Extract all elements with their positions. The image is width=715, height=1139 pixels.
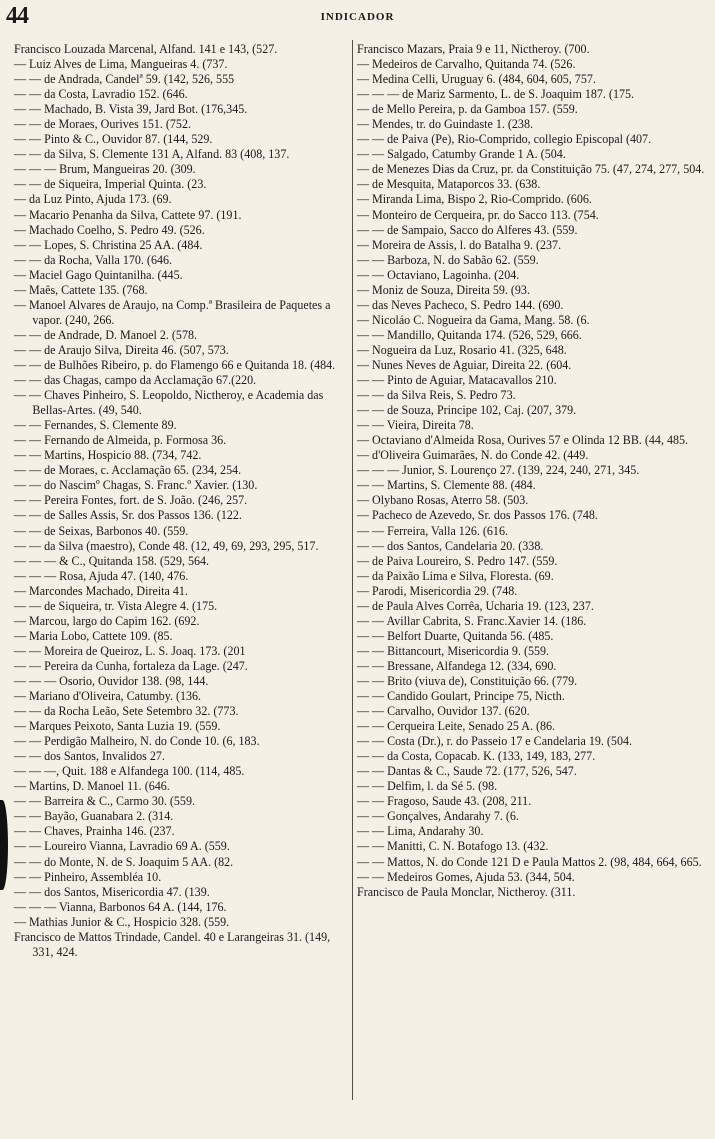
directory-entry: — — Ferreira, Valla 126. (616. [357,522,508,538]
directory-entry: — Nunes Neves de Aguiar, Direita 22. (604. [357,356,572,372]
directory-entry: Francisco de Paula Monclar, Nictheroy. (311. [357,883,576,899]
directory-entry: — — Moreira de Queiroz, L. S. Joaq. 173. (201 [14,642,246,658]
running-head: INDICADOR [320,11,395,23]
directory-entry: Francisco Louzada Marcenal, Alfand. 141 e 143, (527. [14,41,278,56]
directory-entry: — — Bayão, Guanabara 2. (314. [14,808,174,824]
directory-entry: — de Mesquita, Mataporcos 33. (638. [357,176,541,192]
directory-entry: — Macario Penanha da Silva, Cattete 97. (191. [14,206,242,222]
directory-entry: — de Menezes Dias da Cruz, pr. da Constituição 75. (47, 274, 277, 504. [357,161,705,177]
directory-entry: — Miranda Lima, Bispo 2, Rio-Comprido. (606. [357,191,592,207]
directory-entry: — — da Silva (maestro), Conde 48. (12, 49, 69, 293, 295, 517. [14,537,319,553]
directory-entry: — da Luz Pinto, Ajuda 173. (69. [14,191,172,207]
directory-entry: — — Loureiro Vianna, Lavradio 69 A. (559. [14,838,230,854]
directory-entry: — — dos Santos, Invalidos 27. [14,748,165,764]
directory-entry: — — Brito (viuva de), Constituição 66. (779. [357,672,578,688]
directory-entry: — — —, Quit. 188 e Alfandega 100. (114, 485. [14,763,245,779]
directory-entry: — Olybano Rosas, Aterro 58. (503. [357,492,529,508]
directory-entry: — — da Silva, S. Clemente 131 A, Alfand. 83 (408, 137. [14,146,290,162]
directory-entry: — — Fernandes, S. Clemente 89. [14,417,177,433]
directory-entry: — — da Rocha Leão, Sete Setembro 32. (773. [14,703,239,719]
directory-entry: — — Bittancourt, Misericordia 9. (559. [357,642,550,658]
directory-entry: — — Chaves, Prainha 146. (237. [14,823,175,839]
directory-entry: — Nogueira da Luz, Rosario 41. (325, 648. [357,341,567,357]
directory-entry: — Marcondes Machado, Direita 41. [14,582,188,598]
directory-entry: — — das Chagas, campo da Acclamação 67.(220. [14,372,257,388]
page-header [0,0,715,36]
directory-entry: — Moreira de Assis, l. do Batalha 9. (237. [357,236,562,252]
directory-entry: — — de Bulhões Ribeiro, p. do Flamengo 66 e Quitanda 18. (484. [14,356,336,372]
directory-entry: — — de Salles Assis, Sr. dos Passos 136. (122. [14,507,242,523]
directory-entry: — — — Rosa, Ajuda 47. (140, 476. [14,567,189,583]
directory-entry: — Manoel Alvares de Araujo, na Comp.ª Brasileira de Paquetes a vapor. (240, 266. [14,296,331,327]
directory-entry: — — da Rocha, Valla 170. (646. [14,251,173,267]
directory-entry: — Martins, D. Manoel 11. (646. [14,778,170,794]
directory-entry: — — Gonçalves, Andarahy 7. (6. [357,808,519,824]
directory-entry: — — Bressane, Alfandega 12. (334, 690. [357,657,557,673]
directory-entry: — — Barboza, N. do Sabão 62. (559. [357,251,539,267]
directory-entry: — Machado Coelho, S. Pedro 49. (526. [14,221,205,237]
binding-shadow [0,800,8,890]
page-number: 44 [6,3,28,29]
column-divider [352,40,353,1100]
directory-entry: — Marques Peixoto, Santa Luzia 19. (559. [14,718,221,734]
directory-entry: — — da Costa, Lavradio 152. (646. [14,86,188,102]
directory-entry: — — da Costa, Copacab. K. (133, 149, 183, 277. [357,748,596,764]
directory-entry: — — Carvalho, Ouvidor 137. (620. [357,703,530,719]
directory-entry: — — de Andrada, Candelª 59. (142, 526, 555 [14,71,235,87]
directory-entry: — — Belfort Duarte, Quitanda 56. (485. [357,627,554,643]
directory-entry: — — Pereira da Cunha, fortaleza da Lage. (247. [14,657,248,673]
directory-entry: — — — Junior, S. Lourenço 27. (139, 224, 240, 271, 345. [357,462,640,478]
directory-entry: — — Salgado, Catumby Grande 1 A. (504. [357,146,566,162]
directory-entry: — Moniz de Souza, Direita 59. (93. [357,281,530,297]
directory-entry: — — de Moraes, c. Acclamação 65. (234, 254. [14,462,242,478]
directory-entry: — — de Araujo Silva, Direita 46. (507, 573. [14,341,229,357]
directory-entry: — — dos Santos, Misericordia 47. (139. [14,883,210,899]
directory-entry: — Mathias Junior & C., Hospicio 328. (559. [14,913,230,929]
directory-entry: — Medina Celli, Uruguay 6. (484, 604, 605, 757. [357,71,596,87]
directory-entry: — de Mello Pereira, p. da Gamboa 157. (559. [357,101,578,117]
directory-entry: — — de Siqueira, Imperial Quinta. (23. [14,176,207,192]
directory-entry: — — Medeiros Gomes, Ajuda 53. (344, 504. [357,868,575,884]
directory-entry: — de Paiva Loureiro, S. Pedro 147. (559. [357,552,558,568]
directory-entry: — d'Oliveira Guimarães, N. do Conde 42. (449. [357,447,589,463]
directory-entry: — Maês, Cattete 135. (768. [14,281,148,297]
directory-entry: — — Pinto & C., Ouvidor 87. (144, 529. [14,131,213,147]
directory-entry: — Mariano d'Oliveira, Catumby. (136. [14,688,202,704]
directory-entry: — — Lima, Andarahy 30. [357,823,484,839]
directory-entry: — — Avillar Cabrita, S. Franc.Xavier 14. (186. [357,612,587,628]
directory-entry: — Nicoláo C. Nogueira da Gama, Mang. 58. (6. [357,311,590,327]
directory-entry: — Maciel Gago Quintanilha. (445. [14,266,183,282]
directory-entry: — — do Monte, N. de S. Joaquim 5 AA. (82. [14,853,234,869]
directory-entry: — — de Paiva (Pe), Rio-Comprido, collegio Episcopal (407. [357,131,652,147]
right-column [357,41,709,899]
directory-entry: — — Dantas & C., Saude 72. (177, 526, 547. [357,763,577,779]
directory-entry: — — Candido Goulart, Principe 75, Nicth. [357,688,565,704]
directory-entry: — das Neves Pacheco, S. Pedro 144. (690. [357,296,564,312]
directory-entry: — — — Vianna, Barbonos 64 A. (144, 176. [14,898,227,914]
directory-entry: — — — de Mariz Sarmento, L. de S. Joaquim 187. (175. [357,86,635,102]
directory-entry: — — Pinto de Aguiar, Matacavallos 210. [357,372,557,388]
directory-entry: — — do Nascimº Chagas, S. Franc.º Xavier. (130. [14,477,258,493]
directory-entry: — Pacheco de Azevedo, Sr. dos Passos 176. (748. [357,507,598,523]
directory-entry: — Octaviano d'Almeida Rosa, Ourives 57 e Olinda 12 BB. (44, 485. [357,432,689,448]
directory-entry: — — Octaviano, Lagoinha. (204. [357,266,520,282]
directory-entry: — — — & C., Quitanda 158. (529, 564. [14,552,210,568]
directory-entry: — — Martins, S. Clemente 88. (484. [357,477,536,493]
directory-entry: — — de Andrade, D. Manoel 2. (578. [14,326,198,342]
directory-entry: — — de Souza, Principe 102, Caj. (207, 379. [357,402,577,418]
directory-entry: Francisco de Mattos Trindade, Candel. 40 e Larangeiras 31. (149, 331, 424. [14,928,331,959]
directory-entry: — — Mattos, N. do Conde 121 D e Paula Mattos 2. (98, 484, 664, 665. [357,853,702,869]
directory-entry: — — Vieira, Direita 78. [357,417,474,433]
directory-entry: — — Costa (Dr.), r. do Passeio 17 e Candelaria 19. (504. [357,733,633,749]
directory-entry: — — Delfim, l. da Sé 5. (98. [357,778,498,794]
directory-entry: — — — Osorio, Ouvidor 138. (98, 144. [14,672,209,688]
directory-entry: — Parodi, Misericordia 29. (748. [357,582,518,598]
directory-entry: — — Fernando de Almeida, p. Formosa 36. [14,432,227,448]
directory-entry: — Medeiros de Carvalho, Quitanda 74. (526. [357,56,576,72]
directory-entry: — Luiz Alves de Lima, Mangueiras 4. (737. [14,56,228,72]
directory-entry: — Monteiro de Cerqueira, pr. do Sacco 113. (754. [357,206,599,222]
directory-entry: — Maria Lobo, Cattete 109. (85. [14,627,173,643]
directory-entry: — — Cerqueira Leite, Senado 25 A. (86. [357,718,556,734]
directory-entry: — — — Brum, Mangueiras 20. (309. [14,161,196,177]
left-column [14,41,350,959]
directory-entry: — — Pinheiro, Assembléa 10. [14,868,162,884]
directory-entry: — — Pereira Fontes, fort. de S. João. (246, 257. [14,492,248,508]
directory-entry: — — de Sampaio, Sacco do Alferes 43. (559. [357,221,578,237]
directory-entry: — — Perdigão Malheiro, N. do Conde 10. (6, 183. [14,733,260,749]
directory-entry: — — Chaves Pinheiro, S. Leopoldo, Nictheroy, e Academia das Bellas-Artes. (49, 540. [14,387,324,418]
directory-entry: — da Paixão Lima e Silva, Floresta. (69. [357,567,554,583]
directory-entry: Francisco Mazars, Praia 9 e 11, Nictheroy. (700. [357,41,590,56]
directory-entry: — — Fragoso, Saude 43. (208, 211. [357,793,532,809]
directory-entry: — — Manitti, C. N. Botafogo 13. (432. [357,838,549,854]
directory-entry: — — de Moraes, Ourives 151. (752. [14,116,191,132]
directory-entry: — — Lopes, S. Christina 25 AA. (484. [14,236,203,252]
directory-entry: — — de Seixas, Barbonos 40. (559. [14,522,189,538]
directory-entry: — — de Siqueira, tr. Vista Alegre 4. (175. [14,597,218,613]
directory-entry: — de Paula Alves Corrêa, Ucharia 19. (123, 237. [357,597,594,613]
directory-entry: — — Mandillo, Quitanda 174. (526, 529, 666. [357,326,582,342]
directory-entry: — — Barreira & C., Carmo 30. (559. [14,793,195,809]
directory-entry: — — Machado, B. Vista 39, Jard Bot. (176,345. [14,101,248,117]
directory-entry: — Marcou, largo do Capim 162. (692. [14,612,200,628]
directory-entry: — — dos Santos, Candelaria 20. (338. [357,537,544,553]
directory-entry: — Mendes, tr. do Guindaste 1. (238. [357,116,533,132]
directory-entry: — — da Silva Reis, S. Pedro 73. [357,387,516,403]
directory-entry: — — Martins, Hospicio 88. (734, 742. [14,447,202,463]
